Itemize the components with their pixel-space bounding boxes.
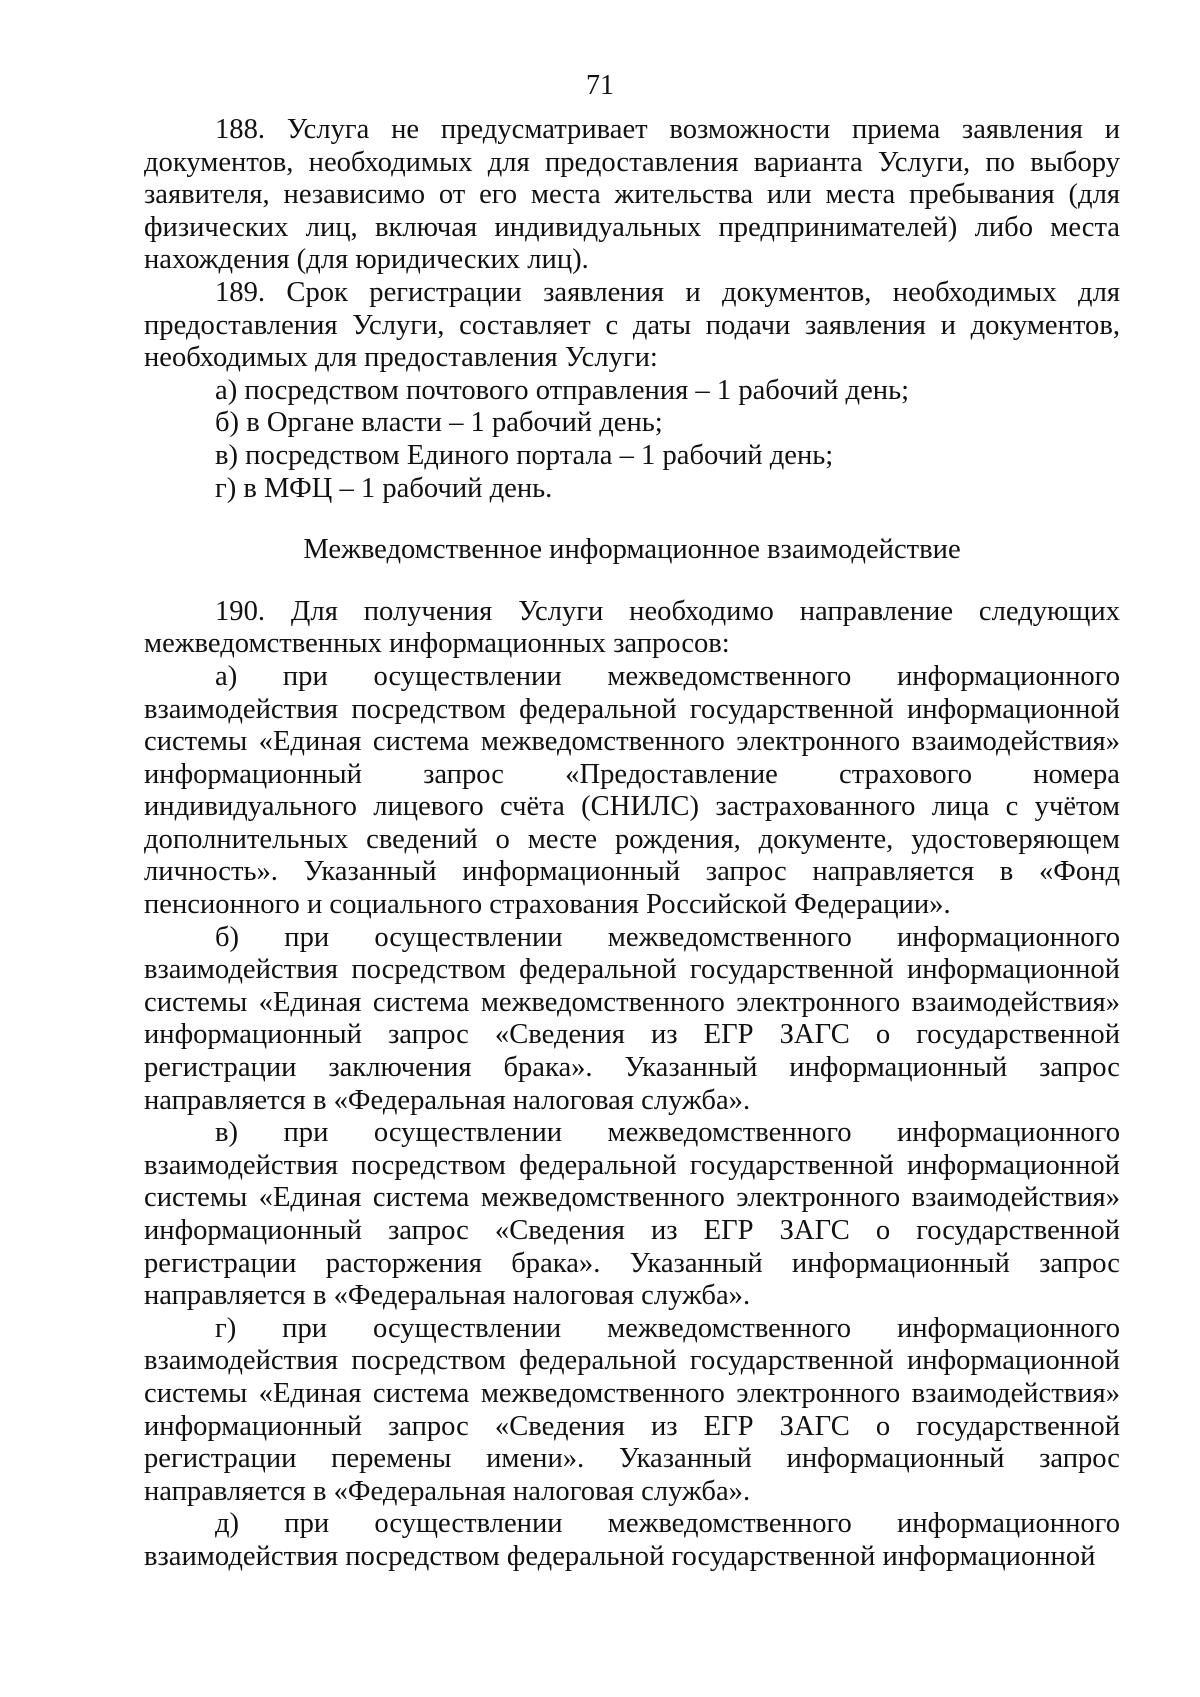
- paragraph-189-item-v: в) посредством Единого портала – 1 рабочий день;: [215, 439, 834, 471]
- paragraph-189-item-g: г) в МФЦ – 1 рабочий день.: [215, 472, 553, 504]
- section-heading: Межведомственное информационное взаимодействие: [303, 534, 961, 566]
- paragraph-189-item-b: б) в Органе власти – 1 рабочий день;: [215, 407, 663, 439]
- paragraph-190: 190. Для получения Услуги необходимо направление следующих межведомственных информационных запросов:: [144, 595, 1120, 660]
- paragraph-190-item-a: а) при осуществлении межведомственного информационного взаимодействия посредством федеральной государственной информационной системы «Единая система межведомственного электронного взаимодействия» информационный запрос «Предоставление страхового номера индивидуального лицевого счёта (СНИЛС) застрахованного лица с учётом дополнительных сведений о месте рождения, документе, удостоверяющем личность». Указанный информационный запрос направляется в «Фонд пенсионного и социального страхования Российской Федерации».: [144, 660, 1120, 921]
- paragraph-190-item-d: д) при осуществлении межведомственного информационного взаимодействия посредством федеральной государственной информационной: [144, 1508, 1120, 1572]
- page-number: 71: [586, 70, 614, 101]
- paragraph-189: 189. Срок регистрации заявления и документов, необходимых для предоставления Услуги, составляет с даты подачи заявления и документов, необходимых для предоставления Услуги:: [144, 276, 1120, 374]
- paragraph-188: 188. Услуга не предусматривает возможности приема заявления и документов, необходимых для предоставления варианта Услуги, по выбору заявителя, независимо от его места жительства или места пребывания (для физических лиц, включая индивидуальных предпринимателей) либо места нахождения (для юридических лиц).: [144, 114, 1120, 276]
- paragraph-190-item-v: в) при осуществлении межведомственного информационного взаимодействия посредством федеральной государственной информационной системы «Единая система межведомственного электронного взаимодействия» информационный запрос «Сведения из ЕГР ЗАГС о государственной регистрации расторжения брака». Указанный информационный запрос направляется в «Федеральная налоговая служба».: [144, 1117, 1120, 1312]
- paragraph-190-item-b: б) при осуществлении межведомственного информационного взаимодействия посредством федеральной государственной информационной системы «Единая система межведомственного электронного взаимодействия» информационный запрос «Сведения из ЕГР ЗАГС о государственной регистрации заключения брака». Указанный информационный запрос направляется в «Федеральная налоговая служба».: [144, 921, 1120, 1116]
- paragraph-189-item-a: а) посредством почтового отправления – 1 рабочий день;: [215, 374, 910, 406]
- paragraph-190-item-g: г) при осуществлении межведомственного информационного взаимодействия посредством федеральной государственной информационной системы «Единая система межведомственного электронного взаимодействия» информационный запрос «Сведения из ЕГР ЗАГС о государственной регистрации перемены имени». Указанный информационный запрос направляется в «Федеральная налоговая служба».: [144, 1312, 1120, 1507]
- document-body: [144, 114, 1120, 1574]
